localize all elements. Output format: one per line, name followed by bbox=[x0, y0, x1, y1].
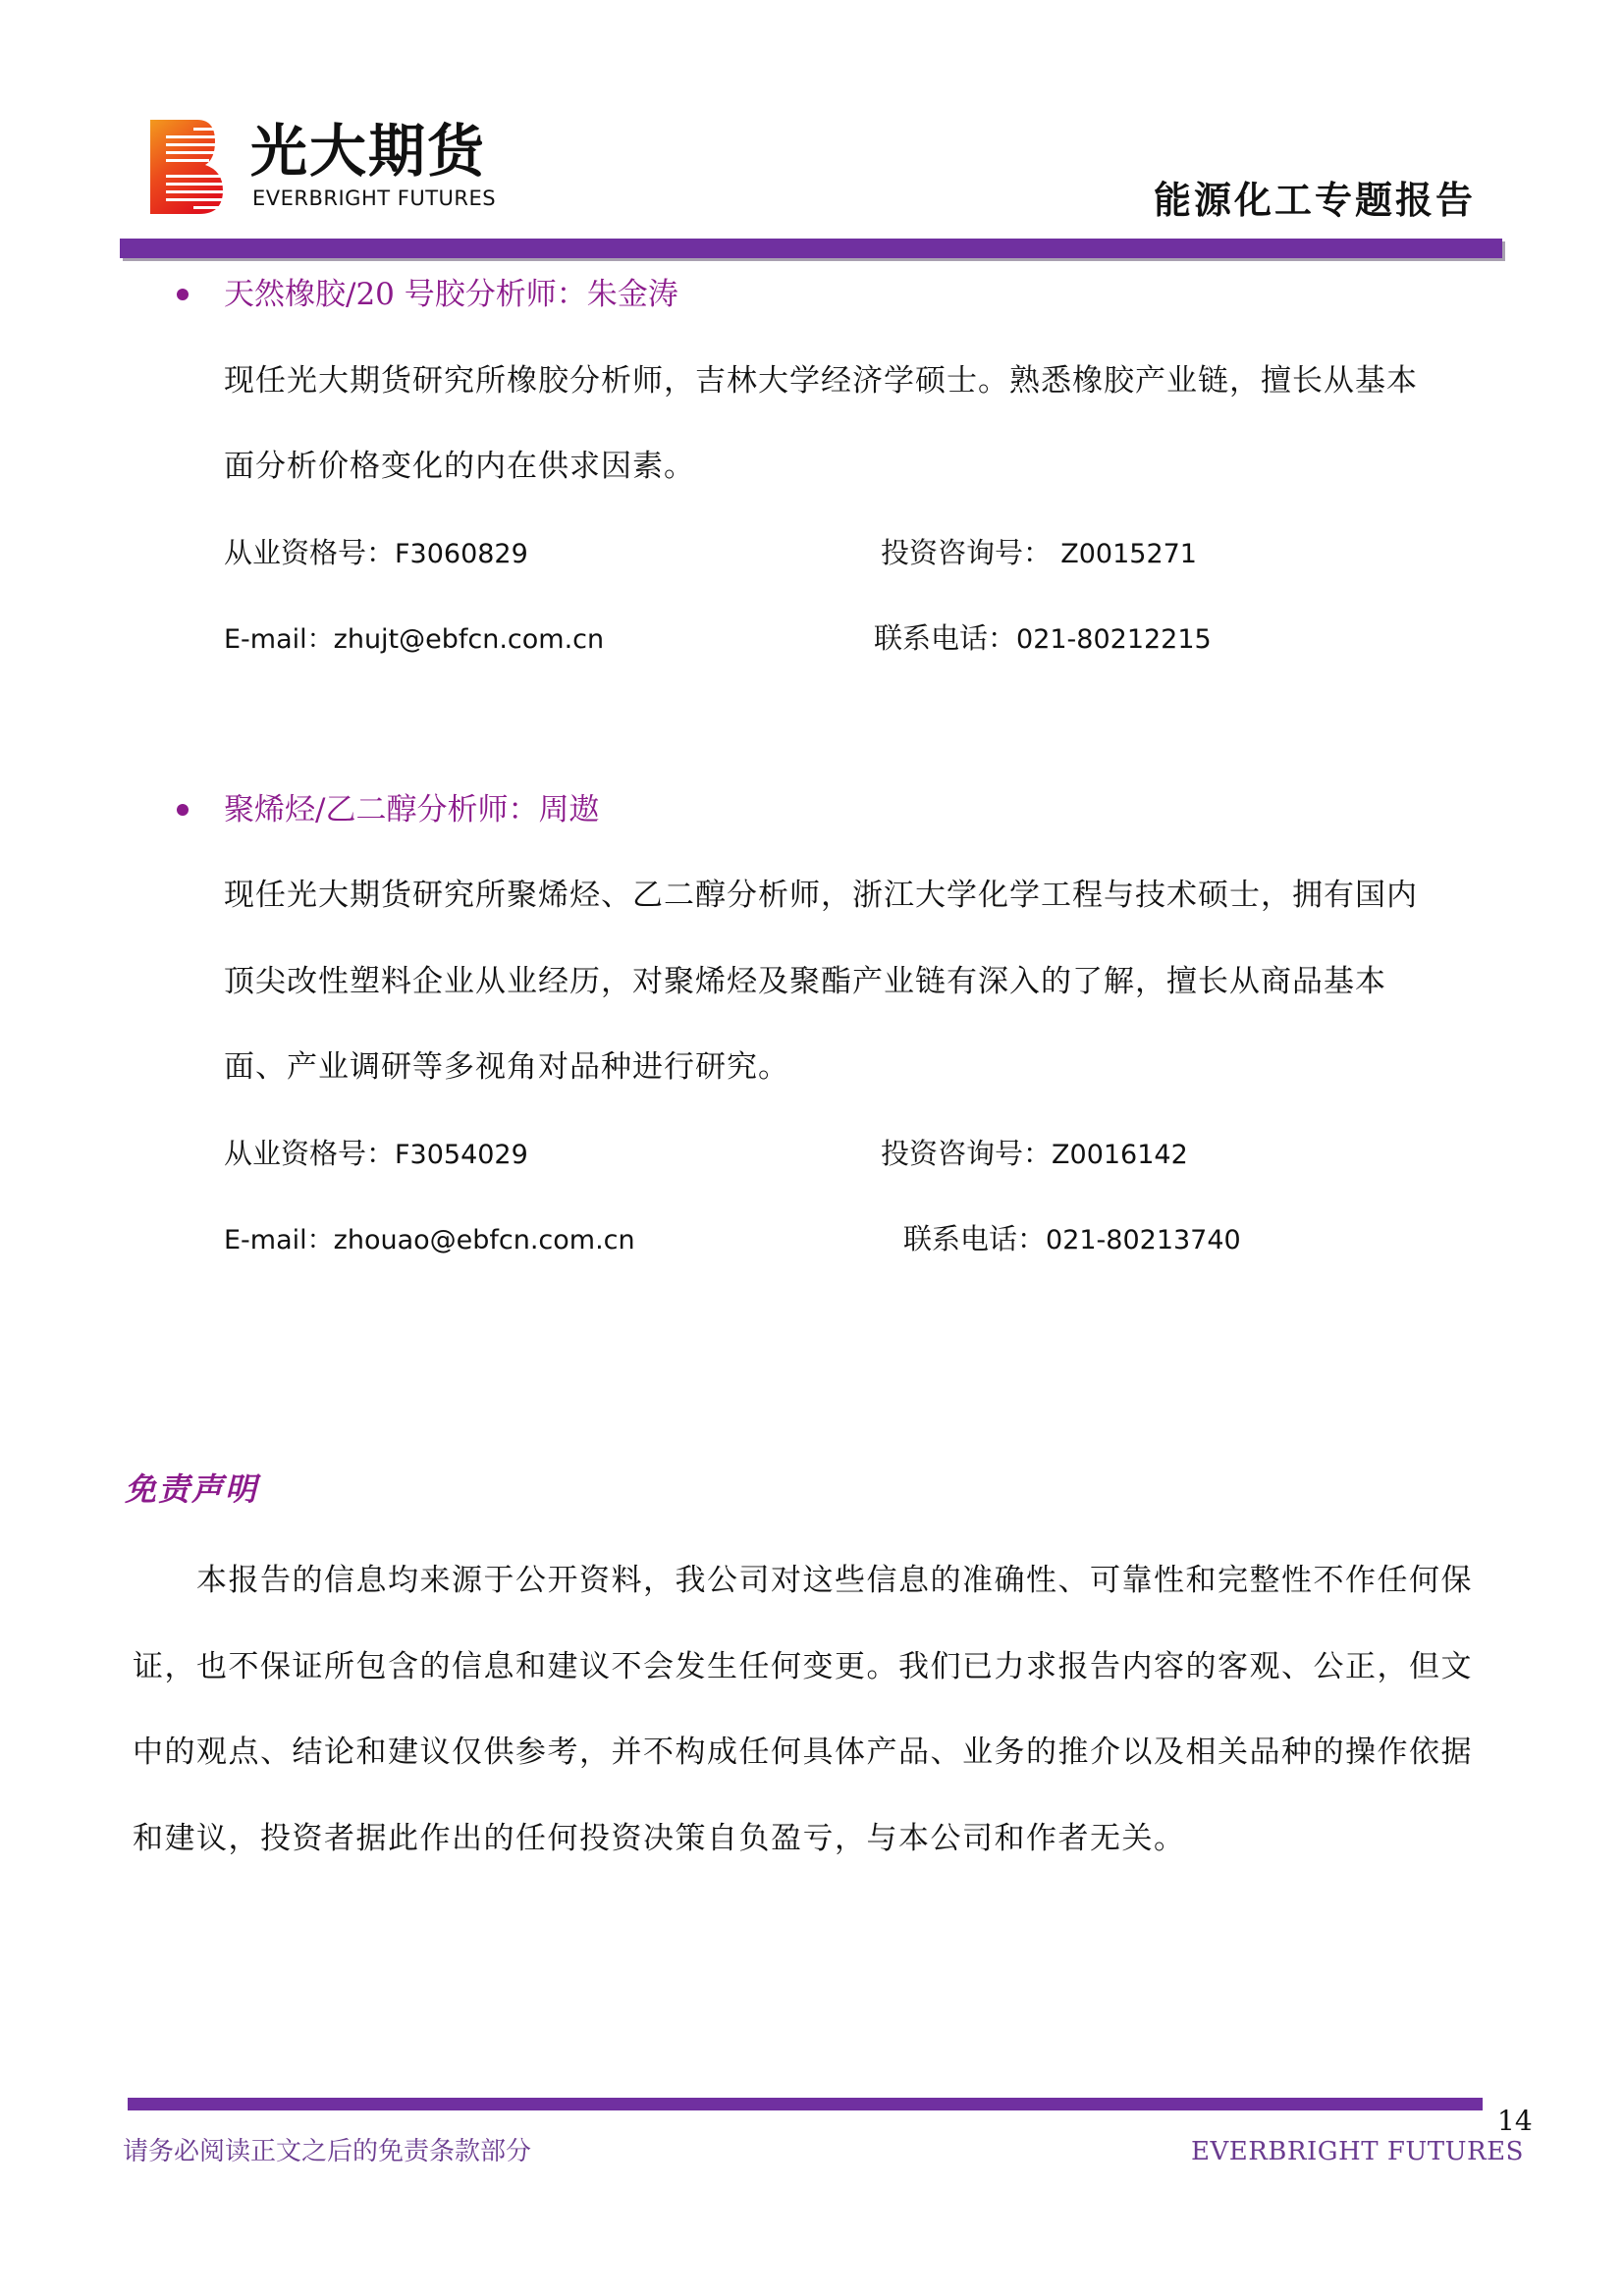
header-divider bbox=[120, 239, 1502, 258]
email bbox=[224, 1219, 635, 1260]
consult-number bbox=[881, 1134, 1188, 1175]
email-label: E-mail： bbox=[224, 1225, 334, 1255]
qualification-label: 从业资格号： bbox=[224, 536, 396, 569]
qualification-number bbox=[224, 1134, 528, 1175]
phone-value: 021-80213740 bbox=[1046, 1225, 1241, 1255]
phone bbox=[874, 618, 1212, 660]
phone-value: 021-80212215 bbox=[1016, 624, 1212, 655]
phone-label: 联系电话： bbox=[874, 621, 1017, 655]
analyst-bio-line: 现任光大期货研究所橡胶分析师，吉林大学经济学硕士。熟悉橡胶产业链，擅长从基本 bbox=[224, 363, 1418, 399]
analyst-heading: 聚烯烃/乙二醇分析师：周遨 bbox=[224, 792, 600, 828]
page-number: 14 bbox=[1497, 2105, 1533, 2137]
logo-chinese-name: 光大期货 bbox=[250, 118, 487, 185]
report-type-title: 能源化工专题报告 bbox=[1154, 178, 1477, 222]
disclaimer-heading: 免责声明 bbox=[125, 1470, 259, 1508]
disclaimer-line: 和建议，投资者据此作出的任何投资决策自负盈亏，与本公司和作者无关。 bbox=[133, 1821, 1186, 1856]
bullet-icon bbox=[177, 804, 189, 816]
analyst-heading: 天然橡胶/20 号胶分析师：朱金涛 bbox=[224, 277, 678, 312]
qualification-number bbox=[224, 533, 528, 574]
bullet-icon bbox=[177, 289, 189, 300]
email-label: E-mail： bbox=[224, 624, 334, 655]
footer-notice: 请务必阅读正文之后的免责条款部分 bbox=[123, 2137, 532, 2166]
footer-divider bbox=[128, 2098, 1483, 2110]
qualification-value: F3054029 bbox=[395, 1140, 528, 1170]
logo-english-name: EVERBRIGHT FUTURES bbox=[252, 187, 497, 210]
email bbox=[224, 618, 604, 660]
disclaimer-line: 中的观点、结论和建议仅供参考，并不构成任何具体产品、业务的推介以及相关品种的操作依据 bbox=[133, 1735, 1473, 1770]
qualification-label: 从业资格号： bbox=[224, 1137, 396, 1170]
footer-brand: EVERBRIGHT FUTURES bbox=[1191, 2137, 1524, 2166]
email-link[interactable]: zhujt@ebfcn.com.cn bbox=[333, 624, 605, 655]
phone bbox=[903, 1219, 1241, 1260]
analyst-bio-line: 面、产业调研等多视角对品种进行研究。 bbox=[224, 1049, 789, 1085]
consult-value: Z0015271 bbox=[1060, 539, 1197, 569]
qualification-value: F3060829 bbox=[395, 539, 528, 569]
everbright-b-logo-icon bbox=[150, 120, 223, 214]
phone-label: 联系电话： bbox=[903, 1222, 1047, 1255]
email-link[interactable]: zhouao@ebfcn.com.cn bbox=[333, 1225, 635, 1255]
consult-number bbox=[881, 533, 1197, 574]
disclaimer-line: 证，也不保证所包含的信息和建议不会发生任何变更。我们已力求报告内容的客观、公正，但文 bbox=[133, 1649, 1473, 1684]
analyst-bio-line: 顶尖改性塑料企业从业经历，对聚烯烃及聚酯产业链有深入的了解，擅长从商品基本 bbox=[224, 964, 1386, 999]
analyst-bio-line: 现任光大期货研究所聚烯烃、乙二醇分析师，浙江大学化学工程与技术硕士，拥有国内 bbox=[224, 878, 1418, 913]
consult-value: Z0016142 bbox=[1052, 1140, 1188, 1170]
consult-label: 投资咨询号： bbox=[881, 536, 1053, 569]
consult-label: 投资咨询号： bbox=[881, 1137, 1053, 1170]
analyst-bio-line: 面分析价格变化的内在供求因素。 bbox=[224, 449, 695, 484]
disclaimer-line: 本报告的信息均来源于公开资料，我公司对这些信息的准确性、可靠性和完整性不作任何保 bbox=[196, 1563, 1473, 1598]
